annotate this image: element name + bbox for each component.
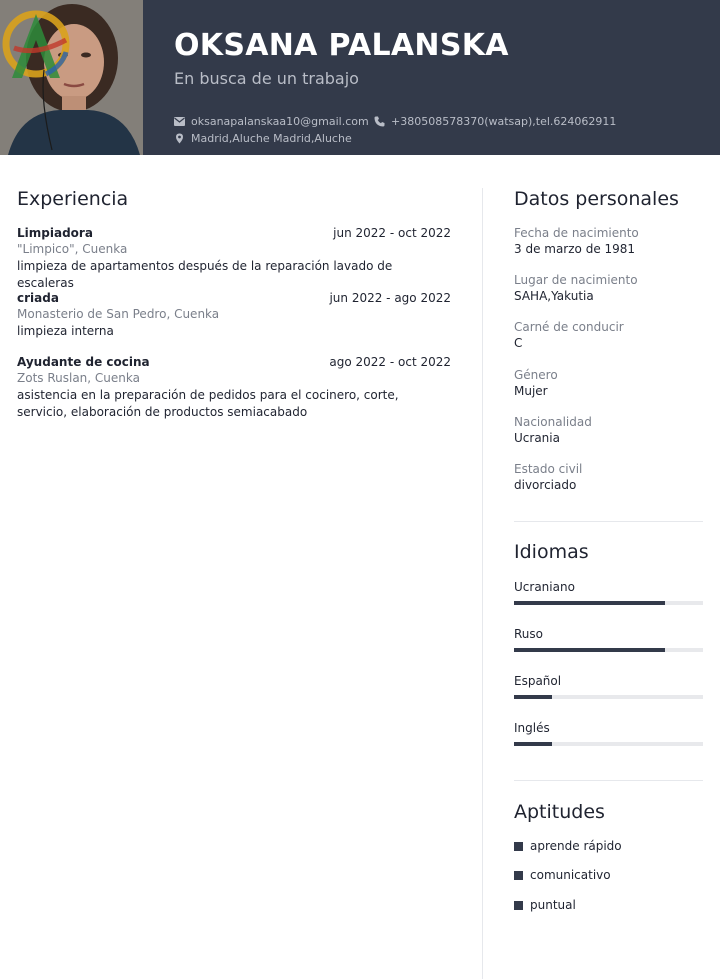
- personal-item-birthplace: [514, 273, 638, 303]
- job-place: "Limpico", Cuenka: [17, 242, 128, 256]
- language-item: [514, 627, 703, 652]
- language-name: Inglés: [514, 721, 550, 735]
- job-place: Monasterio de San Pedro, Cuenka: [17, 307, 220, 321]
- job-title: Ayudante de cocina: [17, 355, 150, 369]
- language-item: [514, 674, 703, 699]
- profile-photo: [0, 0, 143, 155]
- job-dates: jun 2022 - oct 2022: [333, 226, 451, 240]
- language-level-bar: [514, 601, 703, 605]
- candidate-subtitle: En busca de un trabajo: [174, 69, 359, 88]
- contact-address-text: Madrid,Aluche Madrid,Aluche: [191, 132, 352, 145]
- language-name: Ruso: [514, 627, 543, 641]
- square-bullet-icon: [514, 901, 523, 910]
- skills-heading: Aptitudes: [514, 801, 605, 823]
- job-entry: [17, 226, 451, 292]
- map-pin-icon: [174, 133, 185, 144]
- personal-item-civil-status: [514, 462, 582, 492]
- personal-item-value: 3 de marzo de 1981: [514, 242, 636, 256]
- job-description: asistencia en la preparación de pedidos para el cocinero, corte, servicio, elaboración de productos semiacabado: [17, 388, 399, 419]
- personal-item-value: divorciado: [514, 478, 577, 492]
- language-name: Español: [514, 674, 562, 688]
- personal-item-gender: [514, 368, 558, 398]
- skill-item: [514, 868, 611, 882]
- job-entry: [17, 355, 451, 421]
- phone-icon: [374, 116, 385, 127]
- job-description: limpieza interna: [17, 324, 114, 338]
- contact-email-text: oksanapalanskaa10@gmail.com: [191, 115, 369, 128]
- language-level-bar: [514, 695, 703, 699]
- personal-data-heading: Datos personales: [514, 188, 679, 210]
- language-item: [514, 580, 703, 605]
- personal-item-label: Género: [514, 368, 558, 382]
- experience-heading: Experiencia: [17, 188, 129, 210]
- job-place: Zots Ruslan, Cuenka: [17, 371, 140, 385]
- personal-item-label: Carné de conducir: [514, 320, 624, 334]
- skill-label: aprende rápido: [530, 839, 622, 853]
- contact-phone-text: +380508578370(watsap),tel.624062911: [391, 115, 617, 128]
- skill-label: puntual: [530, 898, 576, 912]
- header: [0, 0, 720, 155]
- personal-item-label: Nacionalidad: [514, 415, 592, 429]
- personal-item-value: Ucrania: [514, 431, 560, 445]
- job-dates: jun 2022 - ago 2022: [329, 291, 451, 305]
- section-divider: [514, 521, 703, 522]
- language-name: Ucraniano: [514, 580, 575, 594]
- personal-item-value: Mujer: [514, 384, 548, 398]
- square-bullet-icon: [514, 871, 523, 880]
- job-description: limpieza de apartamentos después de la reparación lavado de escaleras: [17, 259, 393, 290]
- skill-label: comunicativo: [530, 868, 611, 882]
- personal-item-birthdate: [514, 226, 639, 256]
- job-title: criada: [17, 291, 59, 305]
- square-bullet-icon: [514, 842, 523, 851]
- language-level-fill: [514, 601, 665, 605]
- contact-address: [174, 132, 352, 145]
- personal-item-label: Lugar de nacimiento: [514, 273, 638, 287]
- personal-item-value: C: [514, 336, 523, 350]
- candidate-name: OKSANA PALANSKA: [174, 28, 509, 63]
- job-entry: [17, 291, 451, 340]
- personal-item-label: Fecha de nacimiento: [514, 226, 639, 240]
- skill-item: [514, 898, 576, 912]
- personal-item-license: [514, 320, 624, 350]
- language-level-fill: [514, 742, 552, 746]
- section-divider: [514, 780, 703, 781]
- job-title: Limpiadora: [17, 226, 93, 240]
- language-level-fill: [514, 695, 552, 699]
- contact-email[interactable]: [174, 115, 369, 128]
- language-item: [514, 721, 703, 746]
- language-level-bar: [514, 648, 703, 652]
- language-level-fill: [514, 648, 665, 652]
- personal-item-nationality: [514, 415, 592, 445]
- job-dates: ago 2022 - oct 2022: [329, 355, 451, 369]
- language-level-bar: [514, 742, 703, 746]
- personal-item-label: Estado civil: [514, 462, 583, 476]
- contact-phone[interactable]: [374, 115, 616, 128]
- envelope-icon: [174, 117, 185, 126]
- languages-heading: Idiomas: [514, 541, 589, 563]
- personal-item-value: SAHA,Yakutia: [514, 289, 594, 303]
- column-divider: [482, 188, 483, 979]
- skill-item: [514, 839, 622, 853]
